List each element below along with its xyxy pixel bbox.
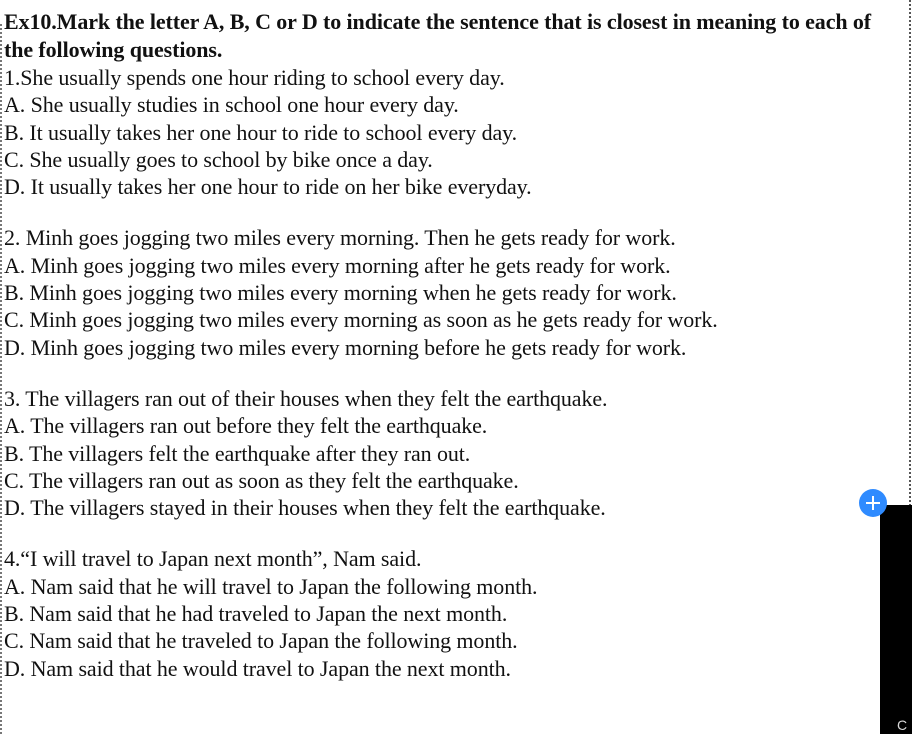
instruction: Ex10.Mark the letter A, B, C or D to indicate the sentence that is closest in meaning to each of the following questions. [4,9,872,62]
left-border [0,24,3,734]
side-panel-label: C [897,717,908,733]
question-1 [4,64,899,200]
question-2 [4,224,899,360]
option-a: A. Nam said that he will travel to Japan the following month. [4,573,538,599]
add-button[interactable] [859,489,887,517]
option-a: A. The villagers ran out before they felt the earthquake. [4,413,488,439]
spacer [4,521,899,545]
question-stem: 1.She usually spends one hour riding to school every day. [4,65,505,90]
plus-icon [865,495,881,511]
option-c: C. The villagers ran out as soon as they felt the earthquake. [4,467,519,493]
option-d: D. It usually takes her one hour to ride on her bike everyday. [4,174,532,200]
option-b: B. Nam said that he had traveled to Japan the next month. [4,601,508,627]
option-a: A. Minh goes jogging two miles every morning after he gets ready for work. [4,252,671,278]
question-stem: 2. Minh goes jogging two miles every morning. Then he gets ready for work. [4,225,676,251]
question-stem: 3. The villagers ran out of their houses when they felt the earthquake. [4,385,608,411]
document-body [4,8,899,682]
option-a: A. She usually studies in school one hour every day. [4,92,459,118]
side-panel[interactable] [880,505,912,734]
option-b: B. Minh goes jogging two miles every morning when he gets ready for work. [4,280,677,306]
option-d: D. Nam said that he would travel to Japan the next month. [4,655,511,681]
question-stem: 4.“I will travel to Japan next month”, Nam said. [4,546,422,572]
option-c: C. Minh goes jogging two miles every morning as soon as he gets ready for work. [4,307,718,333]
option-c: C. She usually goes to school by bike once a day. [4,146,433,172]
option-b: B. It usually takes her one hour to ride to school every day. [4,119,518,145]
question-4 [4,545,899,681]
option-c: C. Nam said that he traveled to Japan the following month. [4,628,518,654]
option-d: D. Minh goes jogging two miles every morning before he gets ready for work. [4,334,687,360]
spacer [4,200,899,224]
option-d: D. The villagers stayed in their houses when they felt the earthquake. [4,495,606,521]
option-b: B. The villagers felt the earthquake after they ran out. [4,440,471,466]
spacer [4,361,899,385]
question-3 [4,385,899,521]
